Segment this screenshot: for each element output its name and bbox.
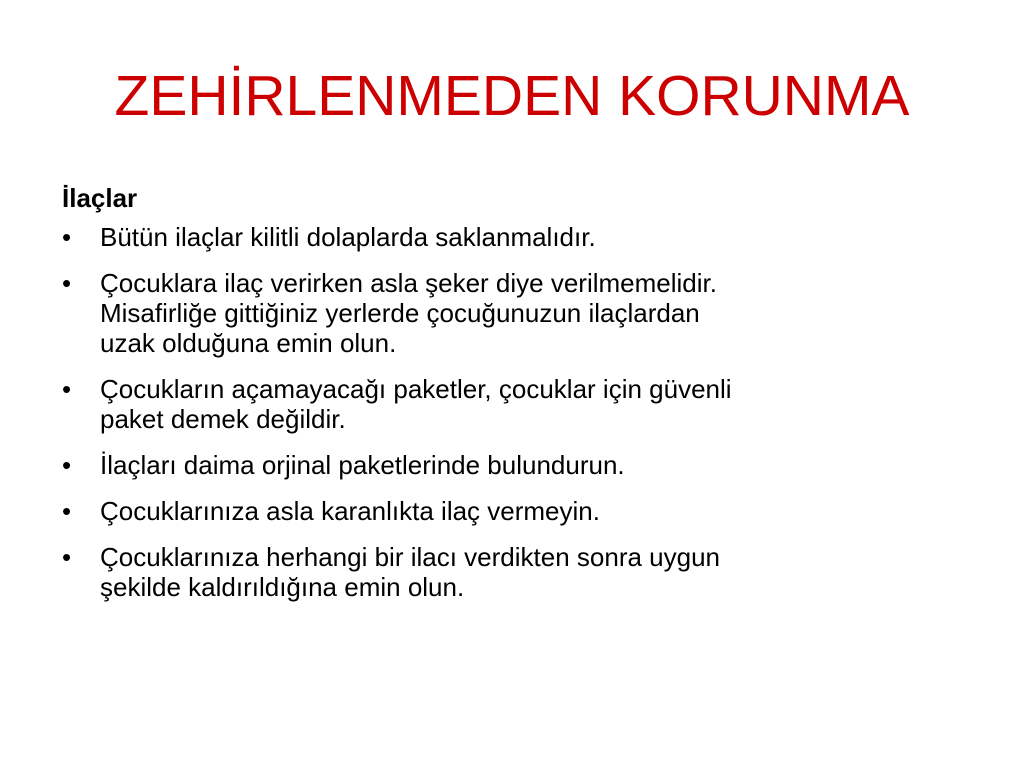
bullet-line: paket demek değildir. (100, 404, 346, 434)
bullet-line: Çocuklara ilaç verirken asla şeker diye verilmemelidir. (100, 268, 717, 298)
bullet-item (62, 496, 962, 526)
slide-title: ZEHİRLENMEDEN KORUNMA (114, 64, 910, 128)
bullet-list (62, 222, 962, 602)
bullet-line: Çocuklarınıza herhangi bir ilacı verdikten sonra uygun (100, 542, 721, 572)
bullet-line: Misafirliğe gittiğiniz yerlerde çocuğunuzun ilaçlardan (100, 298, 700, 328)
bullet-icon: • (62, 222, 72, 252)
section-heading: İlaçlar (62, 183, 138, 213)
bullet-icon: • (62, 496, 72, 526)
bullet-line: İlaçları daima orjinal paketlerinde bulundurun. (100, 450, 625, 480)
bullet-line: Çocuklarınıza asla karanlıkta ilaç vermeyin. (100, 496, 600, 526)
bullet-line: şekilde kaldırıldığına emin olun. (100, 572, 465, 602)
bullet-item (62, 374, 962, 434)
bullet-icon: • (62, 268, 72, 298)
bullet-line: uzak olduğuna emin olun. (100, 328, 397, 358)
bullet-item (62, 222, 962, 252)
bullet-item (62, 268, 962, 358)
bullet-icon: • (62, 374, 72, 404)
bullet-item (62, 542, 962, 602)
bullet-icon: • (62, 450, 72, 480)
bullet-line: Çocukların açamayacağı paketler, çocuklar için güvenli (100, 374, 732, 404)
slide-content (62, 183, 962, 618)
bullet-item (62, 450, 962, 480)
bullet-line: Bütün ilaçlar kilitli dolaplarda saklanmalıdır. (100, 222, 596, 252)
bullet-icon: • (62, 542, 72, 572)
